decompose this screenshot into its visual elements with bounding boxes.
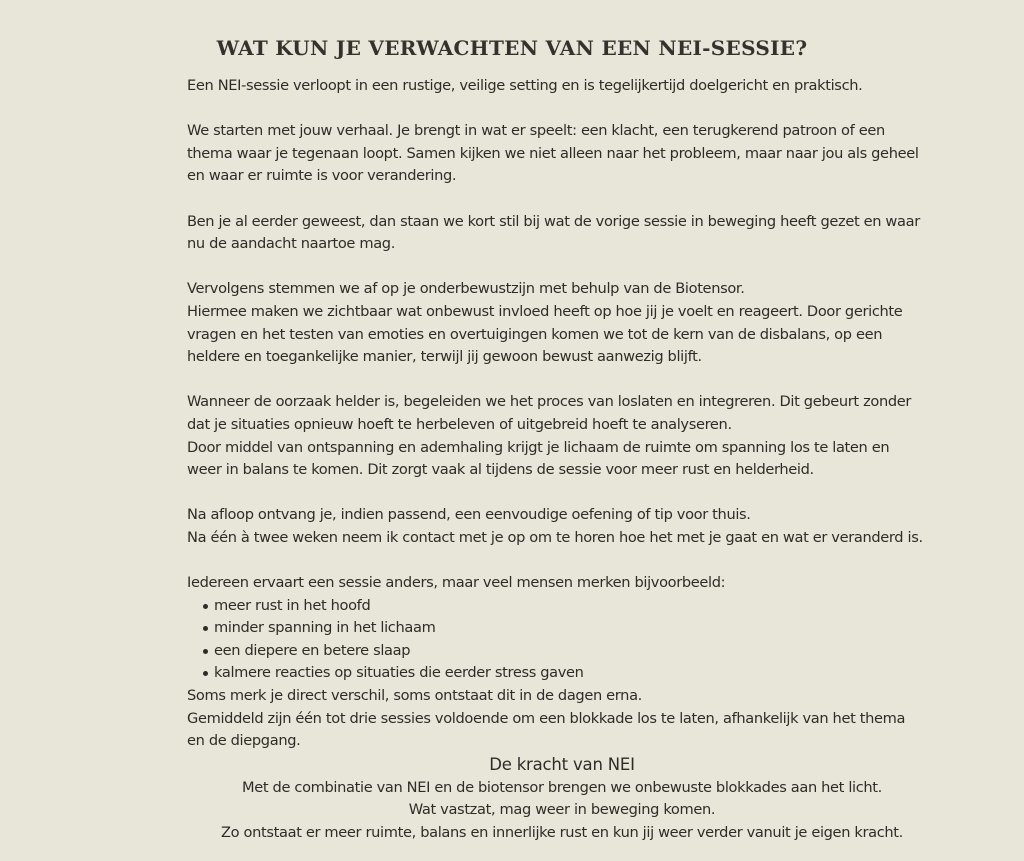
- benefits-list: [187, 595, 947, 685]
- results-paragraph: [187, 685, 947, 753]
- returning-paragraph: [187, 211, 947, 256]
- text-line: Gemiddeld zijn één tot drie sessies voldoende om een blokkade los te laten, afhankelijk van het thema: [187, 709, 906, 727]
- text-line: en de diepgang.: [187, 732, 301, 750]
- release-paragraph: [187, 391, 947, 481]
- spacer: [187, 256, 947, 279]
- text-line: We starten met jouw verhaal. Je brengt in wat er speelt: een klacht, een terugkerend patroon of een: [187, 122, 885, 140]
- spacer: [187, 482, 947, 505]
- text-line: weer in balans te komen. Dit zorgt vaak al tijdens de sessie voor meer rust en helderheid.: [187, 461, 814, 479]
- text-line: vragen en het testen van emoties en overtuigingen komen we tot de kern van de disbalans, op een: [187, 325, 883, 343]
- list-item: meer rust in het hoofd: [203, 595, 947, 618]
- text-line: thema waar je tegenaan loopt. Samen kijken we niet alleen naar het probleem, maar naar jou als geheel: [187, 144, 919, 162]
- text-line: dat je situaties opnieuw hoeft te herbeleven of uitgebreid hoeft te analyseren.: [187, 415, 732, 433]
- text-line: Ben je al eerder geweest, dan staan we kort stil bij wat de vorige sessie in beweging heeft gezet en waar: [187, 212, 920, 230]
- list-item: een diepere en betere slaap: [203, 640, 947, 663]
- kracht-section: [177, 753, 947, 845]
- spacer: [187, 549, 947, 572]
- text-line: nu de aandacht naartoe mag.: [187, 235, 396, 253]
- text-line: heldere en toegankelijke manier, terwijl jij gewoon bewust aanwezig blijft.: [187, 348, 702, 366]
- text-line: Na afloop ontvang je, indien passend, een eenvoudige oefening of tip voor thuis.: [187, 506, 751, 524]
- text-line: Vervolgens stemmen we af op je onderbewustzijn met behulp van de Biotensor.: [187, 280, 745, 298]
- intro-paragraph: Een NEI-sessie verloopt in een rustige, veilige setting en is tegelijkertijd doelgericht en praktisch.: [187, 77, 863, 94]
- spacer: [187, 369, 947, 392]
- text-line: Wat vastzat, mag weer in beweging komen.: [408, 801, 716, 819]
- story-paragraph: [187, 120, 947, 188]
- kracht-heading: De kracht van NEI: [489, 754, 635, 774]
- aftercare-paragraph: [187, 504, 947, 549]
- text-line: Hiermee maken we zichtbaar wat onbewust invloed heeft op hoe jij je voelt en reageert. Door gerichte: [187, 302, 903, 320]
- text-line: Na één à twee weken neem ik contact met je op om te horen hoe het met je gaat en wat er veranderd is.: [187, 528, 923, 546]
- biotensor-paragraph: [187, 278, 947, 368]
- spacer: [187, 98, 947, 121]
- text-line: Soms merk je direct verschil, soms ontstaat dit in de dagen erna.: [187, 687, 642, 705]
- list-item: minder spanning in het lichaam: [203, 617, 947, 640]
- spacer: [187, 188, 947, 211]
- text-line: Wanneer de oorzaak helder is, begeleiden we het proces van loslaten en integreren. Dit gebeurt zonder: [187, 393, 912, 411]
- content: [187, 75, 947, 845]
- text-line: Door middel van ontspanning en ademhaling krijgt je lichaam de ruimte om spanning los te laten en: [187, 438, 890, 456]
- text-line: en waar er ruimte is voor verandering.: [187, 167, 457, 185]
- page-title: WAT KUN JE VERWACHTEN VAN EEN NEI-SESSIE?: [216, 36, 808, 61]
- experience-intro: Iedereen ervaart een sessie anders, maar veel mensen merken bijvoorbeeld:: [187, 574, 726, 592]
- text-line: Met de combinatie van NEI en de biotensor brengen we onbewuste blokkades aan het licht.: [242, 778, 882, 796]
- list-item: kalmere reacties op situaties die eerder stress gaven: [203, 662, 947, 685]
- text-line: Zo ontstaat er meer ruimte, balans en innerlijke rust en kun jij weer verder vanuit je eigen kracht.: [221, 824, 903, 841]
